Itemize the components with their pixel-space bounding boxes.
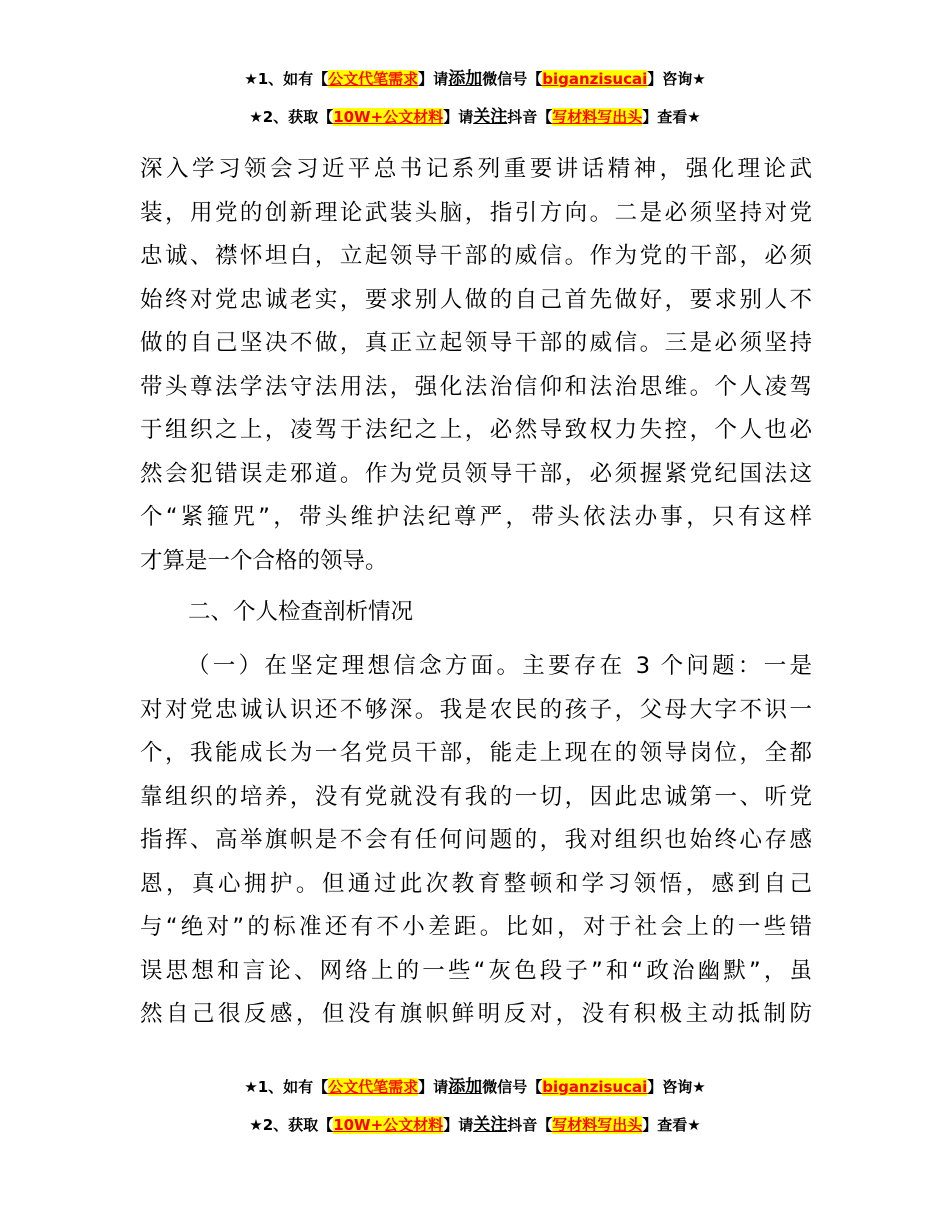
text-line: 然自己很反感，但没有旗帜鲜明反对，没有积极主动抵制防 bbox=[140, 1001, 812, 1027]
text-line: 误思想和言论、网络上的一些“灰色段子”和“政治幽默”，虽 bbox=[140, 957, 812, 984]
banner-text: 】咨询★ bbox=[647, 1078, 706, 1096]
text-line: 恩，真心拥护。但通过此次教育整顿和学习领悟，感到自己 bbox=[140, 870, 812, 897]
banner-text: 】咨询★ bbox=[647, 70, 706, 88]
text-line: 对对党忠诚认识还不够深。我是农民的孩子，父母大字不识一 bbox=[140, 696, 812, 723]
text-line: 个“紧箍咒”，带头维护法纪尊严，带头依法办事，只有这样 bbox=[140, 504, 812, 530]
text-line-indented: （一）在坚定理想信念方面。主要存在 3 个问题：一是 bbox=[187, 653, 812, 679]
text-line: 深入学习领会习近平总书记系列重要讲话精神，强化理论武 bbox=[140, 156, 812, 182]
paragraph-2 bbox=[140, 645, 812, 1037]
text-line: 装，用党的创新理论武装头脑，指引方向。二是必须坚持对党 bbox=[140, 199, 812, 226]
banner-highlight-douyin: 写材料写出头 bbox=[552, 1116, 643, 1134]
text-line: 做的自己坚决不做，真正立起领导干部的威信。三是必须坚持 bbox=[140, 330, 812, 356]
banner-highlight: 公文代笔需求 bbox=[328, 70, 419, 88]
banner-emphasis: 关注 bbox=[473, 1115, 508, 1135]
banner-highlight: 10W+公文材料 bbox=[333, 1116, 444, 1134]
top-banner-line-1 bbox=[0, 68, 950, 90]
text-line: 忠诚、襟怀坦白，立起领导干部的威信。作为党的干部，必须 bbox=[140, 243, 812, 269]
banner-highlight-wechat-id: biganzisucai bbox=[542, 1078, 648, 1096]
banner-text: 】查看★ bbox=[642, 108, 701, 126]
banner-text: 】查看★ bbox=[642, 1116, 701, 1134]
banner-highlight-wechat-id: biganzisucai bbox=[542, 70, 648, 88]
banner-text: 微信号【 bbox=[482, 1078, 543, 1096]
bottom-banner-line-2 bbox=[0, 1114, 950, 1136]
section-heading: 二、个人检查剖析情况 bbox=[188, 599, 414, 625]
text-line: 指挥、高举旗帜是不会有任何问题的，我对组织也始终心存感 bbox=[140, 827, 812, 853]
banner-highlight: 10W+公文材料 bbox=[333, 108, 444, 126]
banner-text: 】请 bbox=[443, 1116, 474, 1134]
banner-text: ★2、获取【 bbox=[249, 108, 334, 126]
banner-text: 】请 bbox=[418, 70, 449, 88]
banner-text: 】请 bbox=[443, 108, 474, 126]
text-line: 靠组织的培养，没有党就没有我的一切，因此忠诚第一、听党 bbox=[140, 783, 812, 810]
text-line: 与“绝对”的标准还有不小差距。比如，对于社会上的一些错 bbox=[140, 914, 812, 940]
text-line: 然会犯错误走邪道。作为党员领导干部，必须握紧党纪国法这 bbox=[140, 460, 812, 487]
banner-text: 】请 bbox=[418, 1078, 449, 1096]
banner-text: ★1、如有【 bbox=[244, 70, 329, 88]
text-line: 个，我能成长为一名党员干部，能走上现在的领导岗位，全都 bbox=[140, 740, 812, 766]
banner-text: 微信号【 bbox=[482, 70, 543, 88]
text-line: 于组织之上，凌驾于法纪之上，必然导致权力失控，个人也必 bbox=[140, 417, 812, 443]
banner-text: 抖音【 bbox=[507, 1116, 553, 1134]
banner-highlight: 公文代笔需求 bbox=[328, 1078, 419, 1096]
banner-emphasis: 添加 bbox=[448, 1077, 483, 1097]
banner-emphasis: 添加 bbox=[448, 69, 483, 89]
top-banner-line-2 bbox=[0, 106, 950, 128]
text-line: 始终对党忠诚老实，要求别人做的自己首先做好，要求别人不 bbox=[140, 286, 812, 313]
text-line: 才算是一个合格的领导。 bbox=[140, 547, 388, 574]
bottom-banner-line-1 bbox=[0, 1076, 950, 1098]
banner-emphasis: 关注 bbox=[473, 107, 508, 127]
banner-text: ★1、如有【 bbox=[244, 1078, 329, 1096]
paragraph-1 bbox=[140, 148, 812, 583]
banner-text: 抖音【 bbox=[507, 108, 553, 126]
text-line: 带头尊法学法守法用法，强化法治信仰和法治思维。个人凌驾 bbox=[140, 373, 812, 400]
banner-highlight-douyin: 写材料写出头 bbox=[552, 108, 643, 126]
banner-text: ★2、获取【 bbox=[249, 1116, 334, 1134]
